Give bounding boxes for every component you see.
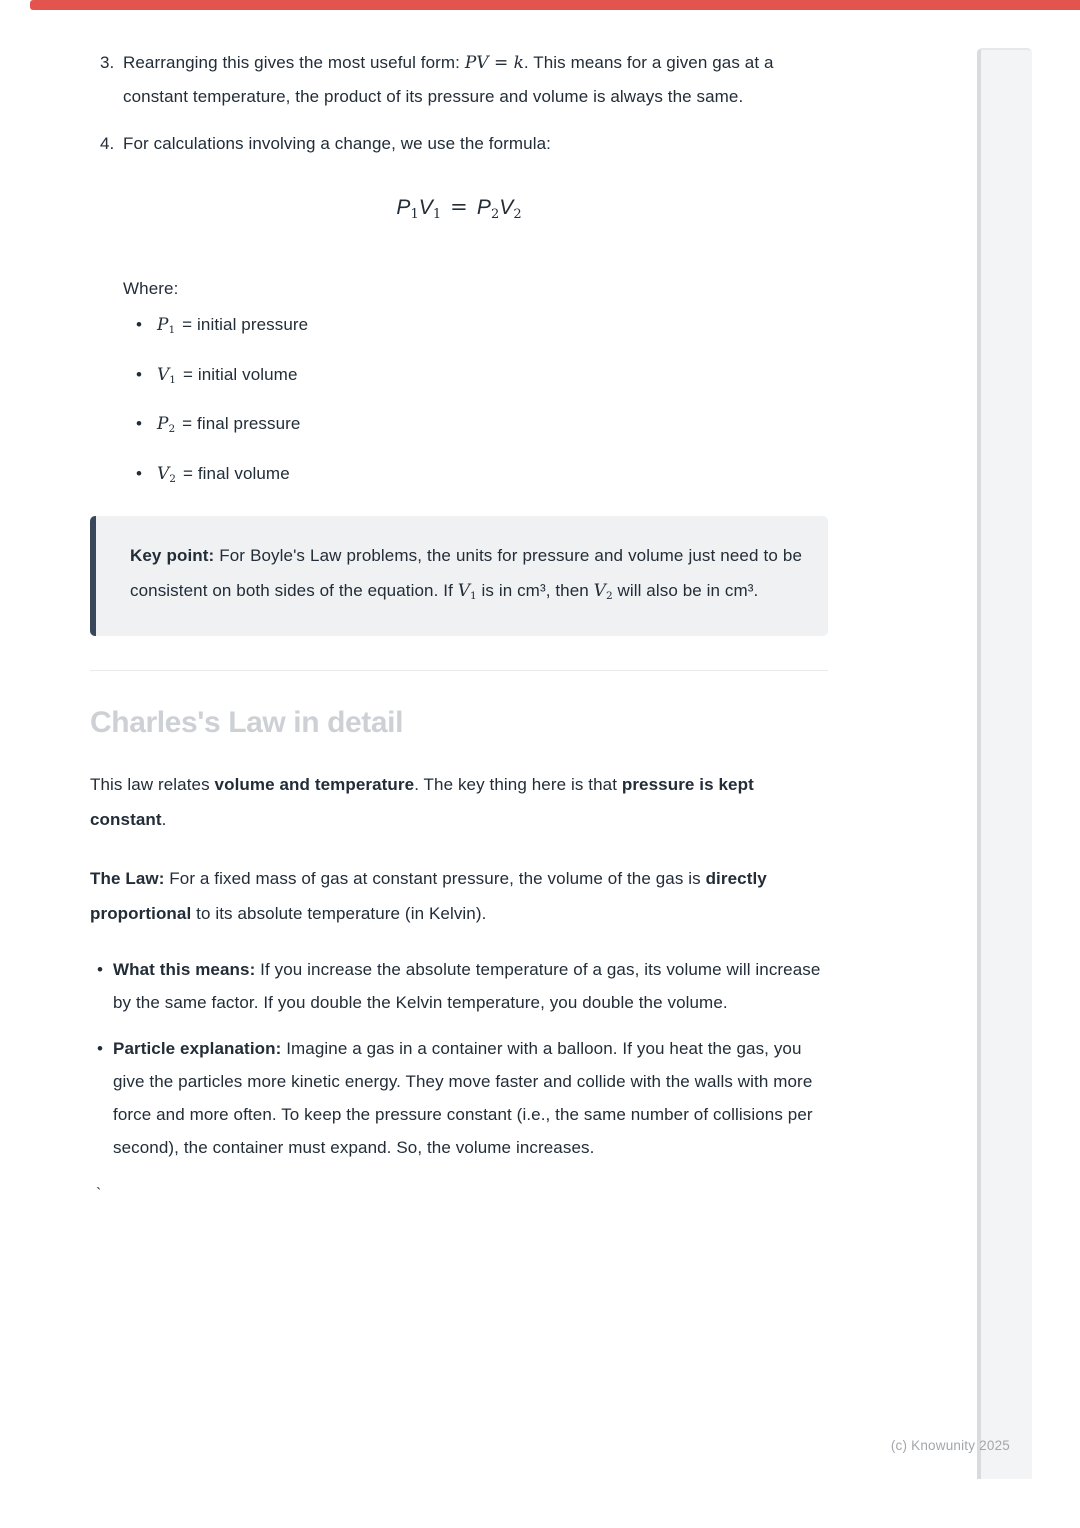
variable-definition: = final pressure <box>182 414 301 434</box>
page-footer-credit: (c) Knowunity 2025 <box>890 1438 1010 1453</box>
variable-definition: = initial volume <box>182 364 298 384</box>
math-symbol: V <box>418 196 433 219</box>
math-symbol-v1: $V_1$ <box>157 364 176 386</box>
list-number: 4. <box>100 134 115 153</box>
variable-item <box>90 358 828 397</box>
text: For a fixed mass of gas at constant pressure, the volume of the gas is <box>164 869 706 889</box>
variable-definition: = final volume <box>182 463 290 483</box>
math-symbol: P <box>396 196 411 219</box>
paragraph-intro <box>90 767 828 837</box>
math-symbol-p2: $P_2$ <box>157 414 176 436</box>
key-point-callout <box>90 516 828 636</box>
scrollbar-track[interactable] <box>977 48 1032 1479</box>
variable-list <box>90 308 828 496</box>
bullet-item-what-this-means <box>90 953 828 1019</box>
ordered-list-item-4 <box>90 127 828 160</box>
list-number: 3. <box>100 53 115 72</box>
item3-text-post: . This means for a given gas at a constant temperature, the product of its pressure and volume is always the same. <box>123 53 774 106</box>
key-point-pre: For Boyle's Law problems, the units for pressure and volume just need to be consistent on both sides of the equation. If <box>130 546 802 601</box>
math-symbol-v2: $V_2$ <box>157 463 176 486</box>
section-heading: Charles's Law in detail <box>90 706 404 740</box>
where-label: Where: <box>123 279 179 298</box>
text: This law relates <box>90 775 215 795</box>
bullet-list <box>90 953 828 1164</box>
inline-math-pv-k: PV = k <box>464 53 524 73</box>
item3-text-pre: Rearranging this gives the most useful form: <box>123 53 465 72</box>
key-point-mid: is in cm³, then <box>476 581 594 601</box>
text: to its absolute temperature (in Kelvin). <box>191 904 487 924</box>
bullet-item-particle-explanation <box>90 1032 828 1164</box>
math-subscript: 2 <box>490 206 500 222</box>
key-point-text <box>130 538 802 614</box>
equals-sign: = <box>450 195 468 219</box>
paragraph-law <box>90 861 828 931</box>
bold-text: volume and temperature <box>214 775 415 795</box>
variable-item <box>90 308 828 347</box>
math-symbol-v1: $V_1$ <box>457 581 477 603</box>
variable-item <box>90 407 828 446</box>
section-divider <box>90 670 828 671</box>
variable-item <box>90 457 828 496</box>
text: . <box>161 810 167 830</box>
item4-text: For calculations involving a change, we use the formula: <box>123 134 551 153</box>
variable-definition: = initial pressure <box>182 315 309 334</box>
bold-text: directly proportional <box>90 869 767 924</box>
bullet-text: Imagine a gas in a container with a balloon. If you heat the gas, you give the particles more kinetic energy. They move faster and collide with the walls with more force and more often. To keep the pressure constant (i.e., the same number of collisions per second), the container must expand. So, the volume increases. <box>113 1039 813 1158</box>
formula-display <box>90 182 828 232</box>
document-page <box>90 0 828 1211</box>
math-symbol: P <box>476 196 491 219</box>
math-symbol: V <box>499 196 514 219</box>
math-subscript: 1 <box>410 206 419 222</box>
bold-text: pressure is kept constant <box>90 775 754 830</box>
ordered-list-item-3 <box>90 46 828 113</box>
text: . The key thing here is that <box>414 775 622 795</box>
math-symbol-v2: $V_2$ <box>593 581 613 603</box>
law-label: The Law: <box>90 869 165 889</box>
bullet-text: If you increase the absolute temperature of a gas, its volume will increase by the same factor. If you double the Kelvin temperature, you double the volume. <box>113 960 821 1013</box>
key-point-post: will also be in cm³. <box>612 581 759 601</box>
where-label-row <box>90 272 828 305</box>
math-subscript: 2 <box>513 206 522 222</box>
bullet-label: What this means: <box>113 960 256 980</box>
bullet-label: Particle explanation: <box>113 1039 282 1059</box>
key-point-label: Key point: <box>130 546 215 566</box>
math-symbol-p1: $P_1$ <box>157 315 176 337</box>
math-subscript: 1 <box>432 206 442 222</box>
stray-backtick: ` <box>96 1186 102 1204</box>
